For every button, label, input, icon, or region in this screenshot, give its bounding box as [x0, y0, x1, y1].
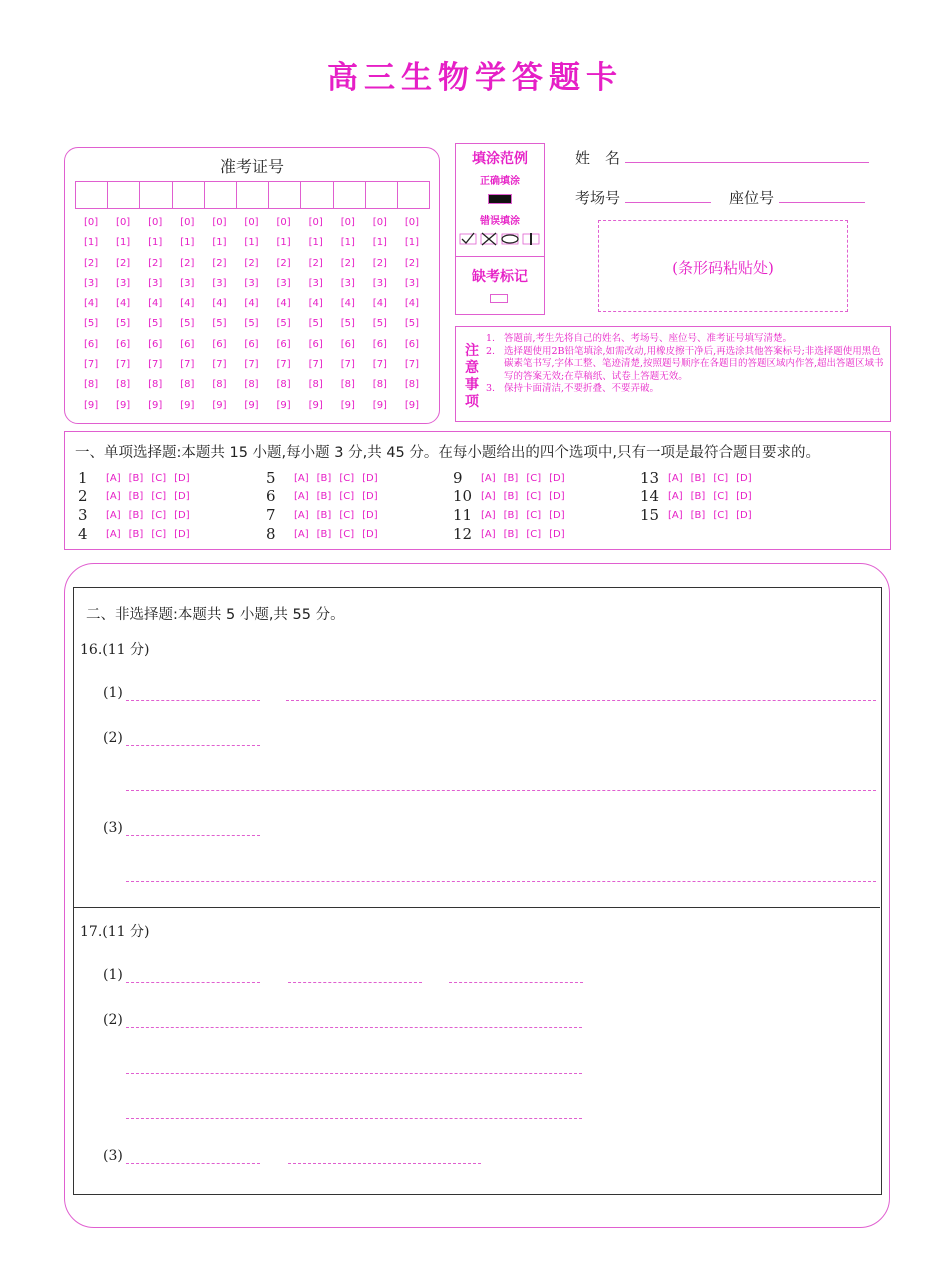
note-item: 1. 答题前,考生先将自己的姓名、考场号、座位号、准考证号填写清楚。 [486, 333, 793, 344]
digit-bubble[interactable]: [3] [83, 277, 99, 289]
choice-question [78, 469, 190, 487]
room-field[interactable] [625, 186, 711, 203]
digit-bubble[interactable]: [0] [340, 217, 355, 228]
digit-bubble[interactable]: [8] [148, 379, 163, 391]
q16-sub1-line-a[interactable] [126, 700, 260, 701]
digit-bubble[interactable]: [2] [244, 257, 259, 269]
correct-fill-label: 正确填涂 [480, 176, 520, 187]
digit-bubble[interactable]: [6] [340, 338, 355, 350]
q16-sub2-line-b[interactable] [126, 790, 876, 791]
question-number: 12 [453, 525, 473, 543]
digit-bubble[interactable]: [5] [404, 318, 420, 330]
choice-question [266, 506, 378, 524]
digit-bubble[interactable]: [0] [308, 217, 323, 228]
digit-bubble[interactable]: [7] [372, 359, 387, 371]
digit-bubble[interactable]: [4] [212, 298, 227, 310]
digit-row [75, 359, 428, 379]
seat-field[interactable] [779, 186, 865, 203]
option-bubble[interactable]: [B] [128, 509, 144, 521]
digit-bubble[interactable]: [3] [308, 277, 323, 289]
digit-bubble[interactable]: [1] [116, 237, 131, 249]
digit-bubble[interactable]: [1] [340, 237, 355, 249]
option-bubble[interactable]: [D] [362, 509, 378, 521]
barcode-area [598, 220, 848, 312]
question-number: 14 [640, 487, 660, 505]
digit-bubble[interactable]: [4] [276, 298, 291, 310]
option-bubble[interactable]: [C] [339, 490, 355, 502]
q16-sub2-line-a[interactable] [126, 745, 260, 746]
wrong-fill-samples-icon [459, 232, 541, 246]
digit-row [75, 278, 428, 298]
q17-sub1-line-a[interactable] [126, 982, 260, 983]
choice-question [453, 469, 565, 487]
digit-bubble[interactable]: [5] [148, 318, 163, 330]
digit-bubble[interactable]: [2] [180, 257, 195, 269]
option-bubble[interactable]: [C] [713, 509, 729, 521]
digit-bubble[interactable]: [1] [244, 237, 259, 249]
digit-bubble[interactable]: [8] [340, 379, 355, 391]
option-bubble[interactable]: [D] [174, 490, 190, 502]
notes-label: 注意事项 [465, 343, 479, 410]
choice-question [266, 487, 378, 505]
digit-bubble[interactable]: [4] [340, 298, 355, 310]
barcode-label: (条形码粘贴处) [672, 259, 774, 277]
digit-bubble[interactable]: [3] [244, 277, 259, 289]
digit-row [75, 379, 428, 399]
digit-bubble[interactable]: [5] [180, 318, 195, 330]
option-bubble[interactable]: [D] [736, 509, 752, 521]
digit-bubble[interactable]: [0] [148, 217, 163, 228]
option-bubble[interactable]: [B] [128, 490, 144, 502]
digit-bubble[interactable]: [5] [276, 318, 291, 330]
option-bubble[interactable]: [C] [339, 472, 355, 484]
digit-bubble[interactable]: [3] [212, 277, 227, 289]
choice-question [453, 506, 565, 524]
question-number: 15 [640, 506, 660, 524]
digit-bubble[interactable]: [1] [276, 237, 291, 249]
digit-bubble[interactable]: [9] [148, 399, 163, 411]
option-bubble[interactable]: [D] [174, 528, 190, 540]
choice-question [266, 469, 378, 487]
choice-question [640, 469, 752, 487]
digit-bubble[interactable]: [0] [212, 217, 227, 228]
choice-question [640, 487, 752, 505]
digit-bubble[interactable]: [7] [404, 359, 420, 371]
option-bubble[interactable]: [C] [151, 528, 167, 540]
digit-bubble[interactable]: [7] [83, 359, 99, 371]
nonchoice-answer-frame [73, 587, 882, 1195]
q16-title: 16.(11 分) [80, 642, 150, 658]
digit-bubble[interactable]: [5] [212, 318, 227, 330]
digit-bubble[interactable]: [4] [308, 298, 323, 310]
option-bubble[interactable]: [A] [481, 472, 496, 484]
digit-bubble[interactable]: [2] [404, 257, 420, 269]
digit-bubble[interactable]: [2] [276, 257, 291, 269]
option-bubble[interactable]: [A] [106, 472, 121, 484]
digit-bubble[interactable]: [2] [340, 257, 355, 269]
digit-bubble[interactable]: [6] [148, 338, 163, 350]
question-number: 8 [266, 525, 276, 543]
option-bubble[interactable]: [D] [736, 472, 752, 484]
q16-sub3-line-b[interactable] [126, 881, 876, 882]
q16-sub3-label: (3) [103, 820, 123, 836]
digit-bubble[interactable]: [9] [404, 399, 420, 411]
digit-bubble[interactable]: [6] [180, 338, 195, 350]
option-bubble[interactable]: [A] [106, 490, 121, 502]
digit-bubble[interactable]: [9] [276, 399, 291, 411]
choice-question [640, 506, 752, 524]
option-bubble[interactable]: [A] [668, 509, 683, 521]
digit-bubble[interactable]: [7] [340, 359, 355, 371]
option-bubble[interactable]: [D] [174, 472, 190, 484]
digit-bubble[interactable]: [0] [372, 217, 387, 228]
seat-label: 座位号 [729, 189, 775, 207]
digit-bubble[interactable]: [5] [372, 318, 387, 330]
choice-heading: 一、单项选择题:本题共 15 小题,每小题 3 分,共 45 分。在每小题给出的四个选项中,只有一项是最符合题目要求的。 [75, 445, 820, 461]
choice-question [453, 487, 565, 505]
absent-mark-box[interactable] [490, 294, 508, 303]
option-bubble[interactable]: [A] [294, 528, 309, 540]
digit-bubble[interactable]: [4] [372, 298, 387, 310]
name-field[interactable] [625, 146, 869, 163]
choice-section [64, 431, 891, 550]
digit-row [75, 298, 428, 318]
digit-bubble[interactable]: [0] [180, 217, 195, 228]
digit-bubble[interactable]: [4] [404, 298, 420, 310]
choice-question [266, 525, 378, 543]
digit-bubble[interactable]: [2] [83, 257, 99, 269]
digit-bubble[interactable]: [1] [148, 237, 163, 249]
digit-bubble[interactable]: [6] [244, 338, 259, 350]
q16-sub1-label: (1) [103, 685, 123, 701]
fill-example-box [455, 143, 545, 315]
nonchoice-heading: 二、非选择题:本题共 5 小题,共 55 分。 [86, 607, 345, 623]
choice-question [78, 525, 190, 543]
q17-sub1-line-b[interactable] [288, 982, 422, 983]
option-bubble[interactable]: [C] [339, 528, 355, 540]
option-bubble[interactable]: [A] [481, 490, 496, 502]
option-bubble[interactable]: [C] [713, 472, 729, 484]
option-bubble[interactable]: [D] [549, 509, 565, 521]
digit-bubble[interactable]: [7] [244, 359, 259, 371]
digit-bubble[interactable]: [9] [244, 399, 259, 411]
q17-sub2-line-c[interactable] [126, 1118, 582, 1119]
question-number: 3 [78, 506, 88, 524]
digit-bubble[interactable]: [6] [404, 338, 420, 350]
q17-title: 17.(11 分) [80, 924, 150, 940]
digit-bubble[interactable]: [5] [244, 318, 259, 330]
correct-fill-sample [488, 194, 512, 204]
q16-sub2-label: (2) [103, 730, 123, 746]
page-title: 高三生物学答题卡 [327, 60, 623, 96]
digit-bubble[interactable]: [9] [308, 399, 323, 411]
fill-example-title: 填涂范例 [472, 151, 528, 167]
digit-bubble[interactable]: [1] [404, 237, 420, 249]
option-bubble[interactable]: [B] [316, 509, 332, 521]
option-bubble[interactable]: [A] [294, 490, 309, 502]
option-bubble[interactable]: [C] [526, 472, 542, 484]
choice-question [78, 506, 190, 524]
digit-bubble[interactable]: [0] [116, 217, 131, 228]
option-bubble[interactable]: [D] [736, 490, 752, 502]
note-item: 3. 保持卡面清洁,不要折叠、不要弄破。 [486, 383, 660, 394]
option-bubble[interactable]: [A] [294, 472, 309, 484]
q17-sub2-label: (2) [103, 1012, 123, 1028]
digit-bubble[interactable]: [2] [116, 257, 131, 269]
option-bubble[interactable]: [B] [128, 528, 144, 540]
digit-bubble[interactable]: [4] [148, 298, 163, 310]
question-number: 6 [266, 487, 276, 505]
q16-sub3-line-a[interactable] [126, 835, 260, 836]
digit-bubble[interactable]: [5] [308, 318, 323, 330]
digit-bubble[interactable]: [8] [116, 379, 131, 391]
digit-bubble[interactable]: [6] [372, 338, 387, 350]
digit-bubble[interactable]: [2] [308, 257, 323, 269]
digit-bubble[interactable]: [8] [212, 379, 227, 391]
option-bubble[interactable]: [B] [316, 472, 332, 484]
name-row [575, 146, 869, 168]
seat-row [729, 186, 865, 208]
option-bubble[interactable]: [D] [549, 472, 565, 484]
admission-id-write-cells[interactable] [75, 181, 430, 209]
option-bubble[interactable]: [D] [362, 490, 378, 502]
digit-bubble[interactable]: [4] [180, 298, 195, 310]
digit-row [75, 237, 428, 257]
digit-bubble[interactable]: [1] [180, 237, 195, 249]
option-bubble[interactable]: [C] [526, 490, 542, 502]
option-bubble[interactable]: [A] [481, 528, 496, 540]
admission-id-digit-grid[interactable] [75, 217, 428, 420]
question-number: 11 [453, 506, 473, 524]
option-bubble[interactable]: [C] [151, 490, 167, 502]
note-item: 2. 选择题使用2B铅笔填涂,如需改动,用橡皮擦干净后,再选涂其他答案标号;非选择题使用黑色碳素笔书写,字体工整、笔迹清楚,按照题号顺序在各题目的答题区域内作答,超出答题区域书写的答案无效;在草稿纸、试卷上答题无效。 [486, 345, 884, 382]
option-bubble[interactable]: [D] [174, 509, 190, 521]
q17-sub2-line-b[interactable] [126, 1073, 582, 1074]
option-bubble[interactable]: [D] [549, 490, 565, 502]
digit-bubble[interactable]: [4] [244, 298, 259, 310]
digit-bubble[interactable]: [4] [116, 298, 131, 310]
digit-bubble[interactable]: [8] [244, 379, 259, 391]
admission-id-title: 准考证号 [219, 157, 284, 176]
notes-list [486, 333, 886, 396]
digit-bubble[interactable]: [6] [212, 338, 227, 350]
digit-bubble[interactable]: [9] [212, 399, 227, 411]
option-bubble[interactable]: [A] [294, 509, 309, 521]
option-bubble[interactable]: [D] [362, 472, 378, 484]
option-bubble[interactable]: [A] [481, 509, 496, 521]
digit-bubble[interactable]: [3] [404, 277, 420, 289]
option-bubble[interactable]: [D] [362, 528, 378, 540]
choice-question [453, 525, 565, 543]
digit-bubble[interactable]: [9] [372, 399, 387, 411]
digit-bubble[interactable]: [3] [180, 277, 195, 289]
option-bubble[interactable]: [B] [690, 472, 706, 484]
digit-row [75, 339, 428, 359]
room-label: 考场号 [575, 189, 621, 207]
digit-row [75, 258, 428, 278]
option-bubble[interactable]: [C] [526, 509, 542, 521]
option-bubble[interactable]: [C] [339, 509, 355, 521]
digit-bubble[interactable]: [9] [180, 399, 195, 411]
question-number: 9 [453, 469, 463, 487]
digit-bubble[interactable]: [9] [83, 399, 99, 411]
option-bubble[interactable]: [B] [503, 472, 519, 484]
option-bubble[interactable]: [B] [503, 528, 519, 540]
digit-bubble[interactable]: [2] [148, 257, 163, 269]
option-bubble[interactable]: [B] [690, 509, 706, 521]
option-bubble[interactable]: [C] [151, 509, 167, 521]
question-number: 5 [266, 469, 276, 487]
digit-bubble[interactable]: [8] [372, 379, 387, 391]
q16-sub1-line-b[interactable] [286, 700, 876, 701]
digit-bubble[interactable]: [8] [308, 379, 323, 391]
digit-bubble[interactable]: [7] [148, 359, 163, 371]
digit-bubble[interactable]: [9] [340, 399, 355, 411]
digit-bubble[interactable]: [3] [148, 277, 163, 289]
digit-bubble[interactable]: [5] [83, 318, 99, 330]
digit-bubble[interactable]: [3] [340, 277, 355, 289]
option-bubble[interactable]: [D] [549, 528, 565, 540]
name-label: 姓 名 [575, 149, 621, 167]
digit-bubble[interactable]: [9] [116, 399, 131, 411]
q17-sub3-line-a[interactable] [126, 1163, 260, 1164]
digit-bubble[interactable]: [2] [212, 257, 227, 269]
option-bubble[interactable]: [C] [526, 528, 542, 540]
option-bubble[interactable]: [B] [503, 509, 519, 521]
digit-bubble[interactable]: [3] [116, 277, 131, 289]
digit-bubble[interactable]: [0] [276, 217, 291, 228]
option-bubble[interactable]: [A] [668, 490, 683, 502]
option-bubble[interactable]: [B] [128, 472, 144, 484]
digit-bubble[interactable]: [0] [83, 217, 99, 228]
option-bubble[interactable]: [B] [316, 490, 332, 502]
question-number: 13 [640, 469, 660, 487]
admission-id-box [64, 147, 440, 424]
digit-bubble[interactable]: [7] [212, 359, 227, 371]
question-number: 10 [453, 487, 473, 505]
digit-bubble[interactable]: [3] [276, 277, 291, 289]
digit-bubble[interactable]: [1] [212, 237, 227, 249]
digit-bubble[interactable]: [0] [244, 217, 259, 228]
digit-bubble[interactable]: [1] [372, 237, 387, 249]
digit-row [75, 217, 428, 237]
option-bubble[interactable]: [B] [316, 528, 332, 540]
digit-bubble[interactable]: [5] [340, 318, 355, 330]
digit-bubble[interactable]: [8] [276, 379, 291, 391]
digit-bubble[interactable]: [6] [116, 338, 131, 350]
q17-sub2-line-a[interactable] [126, 1027, 582, 1028]
digit-bubble[interactable]: [6] [276, 338, 291, 350]
room-row [575, 186, 711, 208]
option-bubble[interactable]: [B] [690, 490, 706, 502]
option-bubble[interactable]: [C] [151, 472, 167, 484]
digit-bubble[interactable]: [7] [308, 359, 323, 371]
q17-sub1-label: (1) [103, 967, 123, 983]
digit-bubble[interactable]: [3] [372, 277, 387, 289]
digit-bubble[interactable]: [1] [83, 237, 99, 249]
digit-bubble[interactable]: [8] [180, 379, 195, 391]
choice-question [78, 487, 190, 505]
digit-bubble[interactable]: [8] [404, 379, 420, 391]
digit-bubble[interactable]: [6] [308, 338, 323, 350]
digit-bubble[interactable]: [5] [116, 318, 131, 330]
absent-mark-label: 缺考标记 [472, 269, 528, 285]
q17-sub3-line-b[interactable] [288, 1163, 481, 1164]
question-number: 7 [266, 506, 276, 524]
digit-bubble[interactable]: [4] [83, 298, 99, 310]
digit-bubble[interactable]: [7] [180, 359, 195, 371]
notes-box [455, 326, 891, 422]
digit-row [75, 400, 428, 420]
digit-bubble[interactable]: [6] [83, 338, 99, 350]
q17-sub1-line-c[interactable] [449, 982, 583, 983]
question-separator [73, 907, 880, 908]
option-bubble[interactable]: [A] [106, 509, 121, 521]
option-bubble[interactable]: [B] [503, 490, 519, 502]
option-bubble[interactable]: [C] [713, 490, 729, 502]
question-number: 2 [78, 487, 88, 505]
q17-sub3-label: (3) [103, 1148, 123, 1164]
question-number: 4 [78, 525, 88, 543]
digit-bubble[interactable]: [1] [308, 237, 323, 249]
digit-bubble[interactable]: [7] [116, 359, 131, 371]
digit-bubble[interactable]: [7] [276, 359, 291, 371]
digit-bubble[interactable]: [2] [372, 257, 387, 269]
digit-bubble[interactable]: [0] [404, 217, 420, 228]
question-number: 1 [78, 469, 88, 487]
digit-bubble[interactable]: [8] [83, 379, 99, 391]
option-bubble[interactable]: [A] [668, 472, 683, 484]
wrong-fill-label: 错误填涂 [480, 216, 520, 227]
option-bubble[interactable]: [A] [106, 528, 121, 540]
digit-row [75, 318, 428, 338]
